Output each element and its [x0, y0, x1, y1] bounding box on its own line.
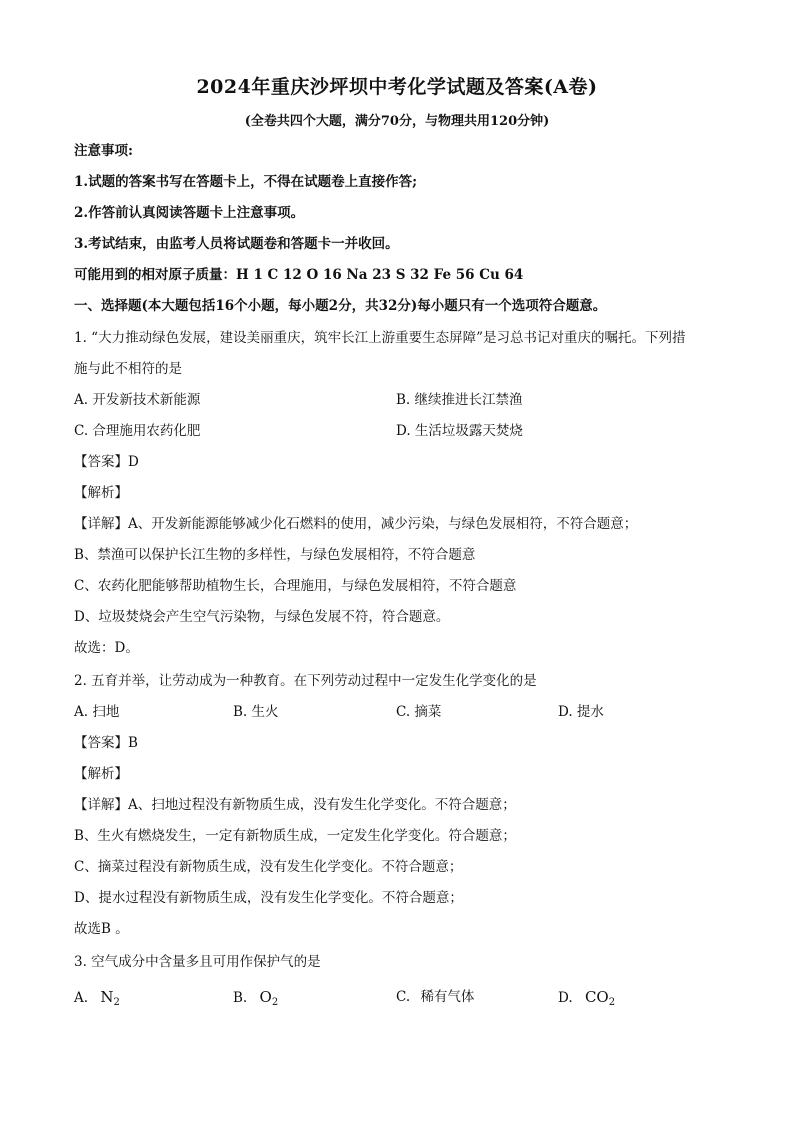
formula-base: O	[259, 988, 272, 1006]
question-3-option-a	[74, 988, 120, 1012]
formula-subscript: 2	[271, 997, 279, 1008]
question-2-option-a: A. 扫地	[74, 704, 120, 720]
atomic-masses: 可能用到的相对原子质量：H 1 C 12 O 16 Na 23 S 32 Fe 56 Cu 64	[74, 267, 524, 283]
note-item: 3.考试结束，由监考人员将试题卷和答题卡一并收回。	[74, 236, 399, 252]
note-item: 2.作答前认真阅读答题卡上注意事项。	[74, 205, 305, 221]
page-title: 2024年重庆沙坪坝中考化学试题及答案(A卷)	[196, 76, 598, 98]
question-2-stem: 2. 五育并举，让劳动成为一种教育。在下列劳动过程中一定发生化学变化的是	[74, 673, 537, 689]
question-2-conclusion: 故选B 。	[74, 921, 129, 937]
chem-formula	[260, 988, 279, 1006]
question-1-detail: C、农药化肥能够帮助植物生长，合理施用，与绿色发展相符，不符合题意	[74, 578, 517, 594]
chem-formula	[100, 988, 120, 1006]
note-item: 1.试题的答案书写在答题卡上，不得在试题卷上直接作答;	[74, 174, 418, 190]
question-1-conclusion: 故选：D。	[74, 640, 139, 656]
page-subtitle: (全卷共四个大题，满分70分，与物理共用120分钟)	[244, 114, 550, 129]
formula-subscript: 2	[608, 997, 616, 1008]
question-2-option-b: B. 生火	[233, 704, 279, 720]
question-2-option-c: C. 摘菜	[396, 704, 442, 720]
question-1-detail: D、垃圾焚烧会产生空气污染物，与绿色发展不符，符合题意。	[74, 609, 450, 625]
question-3-option-c	[396, 988, 474, 1006]
question-2-detail: D、提水过程没有新物质生成，没有发生化学变化。不符合题意；	[74, 890, 463, 906]
question-1-option-d: D. 生活垃圾露天焚烧	[396, 423, 523, 439]
option-label: B.	[233, 990, 248, 1006]
question-2-detail: B、生火有燃烧发生，一定有新物质生成，一定发生化学变化。符合题意；	[74, 828, 516, 844]
question-1-analysis: 【解析】	[74, 485, 128, 501]
question-1-option-a: A. 开发新技术新能源	[74, 392, 201, 408]
question-2-answer: 【答案】B	[74, 735, 138, 751]
option-label: A.	[74, 990, 89, 1006]
question-1-stem: 1. “大力推动绿色发展，建设美丽重庆，筑牢长江上游重要生态屏障”是习总书记对重庆的嘱托。下列措	[74, 330, 686, 346]
section-heading: 一、选择题(本大题包括16个小题，每小题2分，共32分)每小题只有一个选项符合题意。	[74, 298, 607, 314]
option-text: 稀有气体	[420, 989, 475, 1005]
formula-base: N	[100, 988, 114, 1006]
formula-base: CO	[584, 988, 609, 1006]
question-3-option-b	[233, 988, 278, 1012]
question-3-option-d	[558, 988, 615, 1012]
option-label: D.	[558, 990, 573, 1006]
question-1-option-c: C. 合理施用农药化肥	[74, 423, 201, 439]
question-1-stem-cont: 施与此不相符的是	[74, 361, 182, 377]
question-1-option-b: B. 继续推进长江禁渔	[396, 392, 523, 408]
question-2-detail: 【详解】A、扫地过程没有新物质生成，没有发生化学变化。不符合题意；	[74, 797, 516, 813]
notes-heading: 注意事项:	[74, 143, 133, 159]
question-2-option-d: D. 提水	[558, 704, 604, 720]
question-2-analysis: 【解析】	[74, 766, 128, 782]
question-1-detail: B、禁渔可以保护长江生物的多样性，与绿色发展相符，不符合题意	[74, 547, 476, 563]
chem-formula	[585, 988, 615, 1006]
question-3-stem: 3. 空气成分中含量多且可用作保护气的是	[74, 954, 321, 970]
formula-subscript: 2	[113, 997, 120, 1008]
option-label: C.	[396, 989, 411, 1005]
question-2-detail: C、摘菜过程没有新物质生成，没有发生化学变化。不符合题意；	[74, 859, 463, 875]
question-1-answer: 【答案】D	[74, 454, 139, 470]
question-1-detail: 【详解】A、开发新能源能够减少化石燃料的使用，减少污染，与绿色发展相符，不符合题意；	[74, 516, 638, 532]
